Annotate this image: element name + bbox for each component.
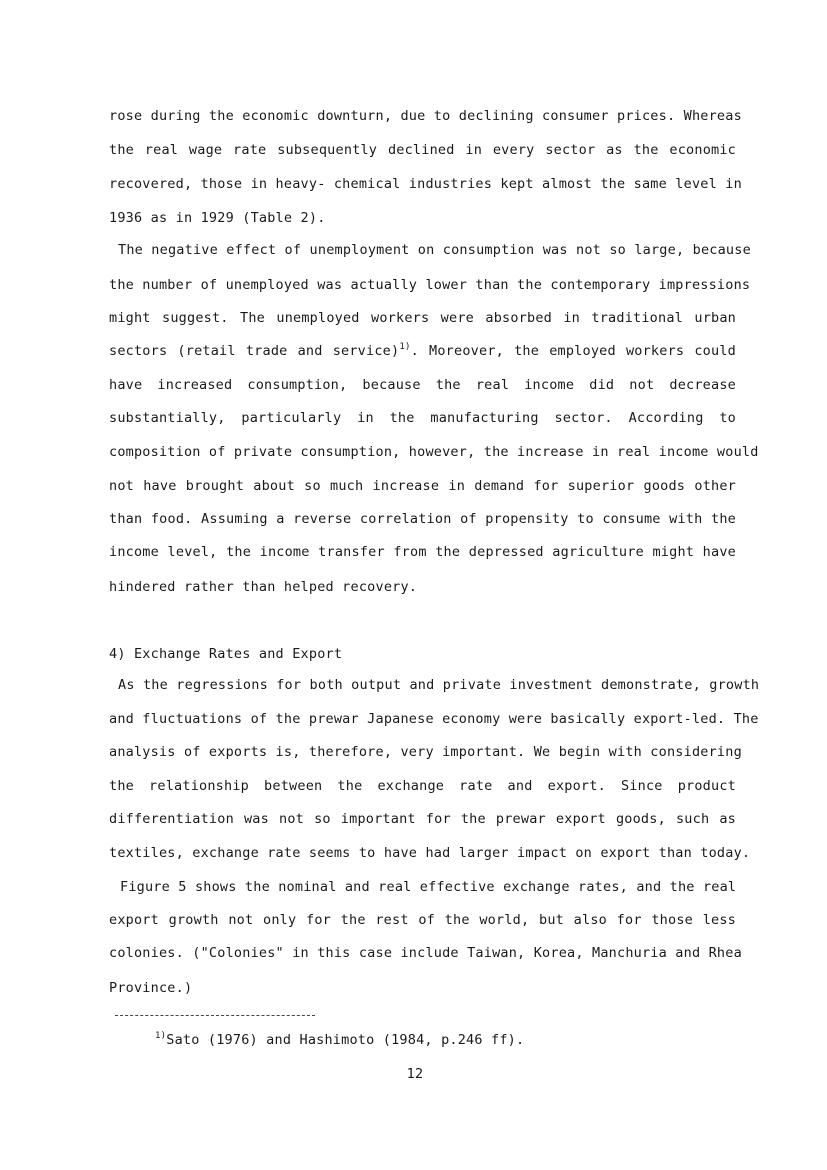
body-line: and fluctuations of the prewar Japanese economy were basically export-led. The [109, 711, 759, 727]
footnote-ref: 1) [399, 342, 411, 352]
body-line: Province.) [109, 980, 193, 996]
body-line: than food. Assuming a reverse correlation of propensity to consume with the [109, 511, 736, 527]
body-line: not have brought about so much increase in demand for superior goods other [109, 478, 736, 494]
body-line: rose during the economic downturn, due to declining consumer prices. Whereas [109, 108, 742, 124]
footnote [155, 1030, 524, 1050]
section-heading: 4) Exchange Rates and Export [109, 646, 343, 662]
body-line: export growth not only for the rest of the world, but also for those less [109, 912, 736, 928]
body-line: the number of unemployed was actually lower than the contemporary impressions [109, 277, 751, 293]
body-line: colonies. ("Colonies" in this case include Taiwan, Korea, Manchuria and Rhea [109, 945, 742, 961]
body-line: The negative effect of unemployment on consumption was not so large, because [118, 242, 751, 258]
body-line: Figure 5 shows the nominal and real effective exchange rates, and the real [120, 879, 737, 895]
body-line: As the regressions for both output and private investment demonstrate, growth [118, 677, 760, 693]
body-line-with-footnote-ref [109, 341, 736, 361]
body-line: might suggest. The unemployed workers were absorbed in traditional urban [109, 310, 736, 326]
footnote-marker: 1) [155, 1031, 167, 1041]
body-line: textiles, exchange rate seems to have had larger impact on export than today. [109, 845, 751, 861]
body-line: analysis of exports is, therefore, very important. We begin with considering [109, 744, 742, 760]
body-line: 1936 as in 1929 (Table 2). [109, 210, 326, 226]
body-line: composition of private consumption, however, the increase in real income would [109, 444, 759, 460]
body-line: hindered rather than helped recovery. [109, 579, 418, 595]
body-line: the real wage rate subsequently declined in every sector as the economic [109, 142, 736, 158]
body-text: . Moreover, the employed workers could [410, 343, 736, 359]
footnote-divider [115, 1015, 315, 1016]
page-number: 12 [406, 1066, 424, 1082]
body-line: the relationship between the exchange rate and export. Since product [109, 778, 736, 794]
footnote-text: Sato (1976) and Hashimoto (1984, p.246 ff). [166, 1032, 525, 1048]
body-line: differentiation was not so important for the prewar export goods, such as [109, 811, 736, 827]
body-line: substantially, particularly in the manufacturing sector. According to [109, 410, 736, 426]
body-line: income level, the income transfer from the depressed agriculture might have [109, 544, 736, 560]
body-line: have increased consumption, because the real income did not decrease [109, 377, 736, 393]
body-line: recovered, those in heavy- chemical industries kept almost the same level in [109, 176, 742, 192]
body-text: sectors (retail trade and service) [109, 343, 400, 359]
